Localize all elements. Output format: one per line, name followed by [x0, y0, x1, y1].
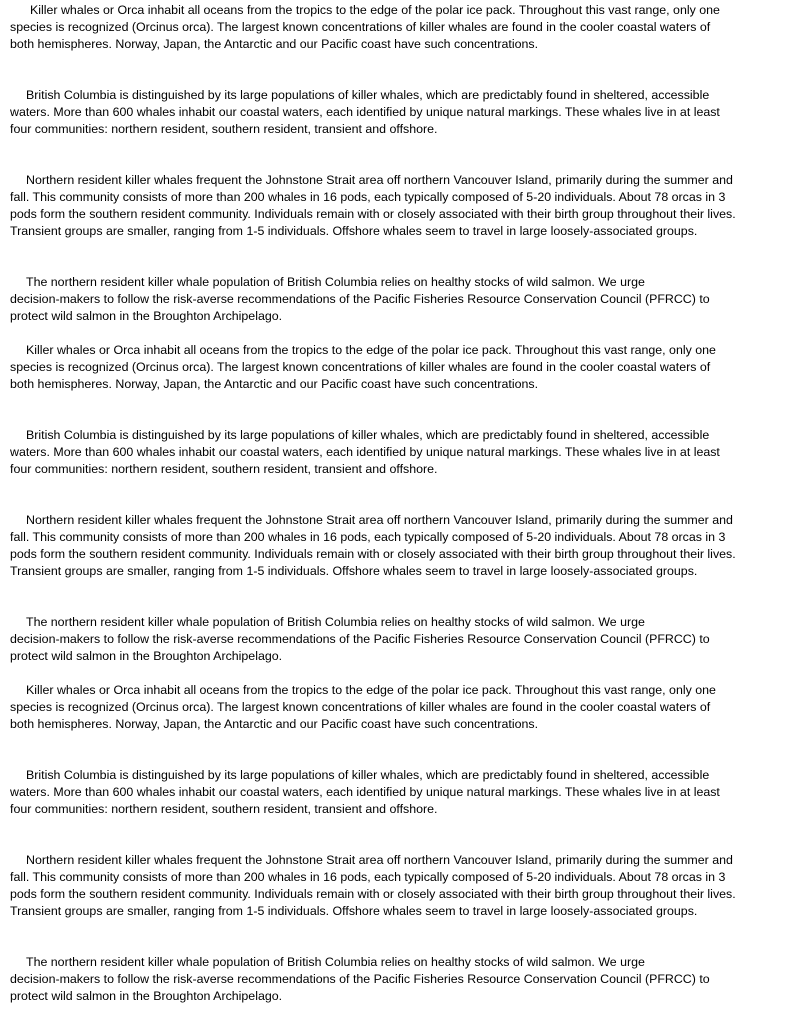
paragraph-wild-salmon: The northern resident killer whale population of British Columbia relies on healthy stocks of wild salmon. We urge decision-makers to follow the risk-averse recommendations of the Pacific Fisheries Resource Conservation Council (PFRCC) to protect wild salmon in the Broughton Archipelago. [10, 955, 710, 1003]
paragraph-wild-salmon: The northern resident killer whale population of British Columbia relies on healthy stocks of wild salmon. We urge decision-makers to follow the risk-averse recommendations of the Pacific Fisheries Resource Conservation Council (PFRCC) to protect wild salmon in the Broughton Archipelago. [10, 615, 710, 663]
paragraph-northern-resident: Northern resident killer whales frequent the Johnstone Strait area off northern Vancouver Island, primarily during the summer and fall. This community consists of more than 200 whales in 16 pods, each typically composed of 5-20 individuals. About 78 orcas in 3 pods form the southern resident community. Individuals remain with or closely associated with their birth group throughout their lives. Transient groups are smaller, ranging from 1-5 individuals. Offshore whales seem to travel in large loosely-associated groups. [10, 853, 736, 918]
paragraph-northern-resident: Northern resident killer whales frequent the Johnstone Strait area off northern Vancouver Island, primarily during the summer and fall. This community consists of more than 200 whales in 16 pods, each typically composed of 5-20 individuals. About 78 orcas in 3 pods form the southern resident community. Individuals remain with or closely associated with their birth group throughout their lives. Transient groups are smaller, ranging from 1-5 individuals. Offshore whales seem to travel in large loosely-associated groups. [10, 173, 736, 238]
paragraph-northern-resident: Northern resident killer whales frequent the Johnstone Strait area off northern Vancouver Island, primarily during the summer and fall. This community consists of more than 200 whales in 16 pods, each typically composed of 5-20 individuals. About 78 orcas in 3 pods form the southern resident community. Individuals remain with or closely associated with their birth group throughout their lives. Transient groups are smaller, ranging from 1-5 individuals. Offshore whales seem to travel in large loosely-associated groups. [10, 513, 736, 578]
paragraph-british-columbia: British Columbia is distinguished by its large populations of killer whales, which are predictably found in sheltered, accessible waters. More than 600 whales inhabit our coastal waters, each identified by unique natural markings. These whales live in at least four communities: northern resident, southern resident, transient and offshore. [10, 428, 720, 476]
paragraph-killer-whales-intro: Killer whales or Orca inhabit all oceans from the tropics to the edge of the polar ice pack. Throughout this vast range, only one species is recognized (Orcinus orca). The largest known concentrations of killer whales are found in the cooler coastal waters of both hemispheres. Norway, Japan, the Antarctic and our Pacific coast have such concentrations. [10, 683, 716, 731]
paragraph-british-columbia: British Columbia is distinguished by its large populations of killer whales, which are predictably found in sheltered, accessible waters. More than 600 whales inhabit our coastal waters, each identified by unique natural markings. These whales live in at least four communities: northern resident, southern resident, transient and offshore. [10, 768, 720, 816]
paragraph-killer-whales-intro: Killer whales or Orca inhabit all oceans from the tropics to the edge of the polar ice pack. Throughout this vast range, only one species is recognized (Orcinus orca). The largest known concentrations of killer whales are found in the cooler coastal waters of both hemispheres. Norway, Japan, the Antarctic and our Pacific coast have such concentrations. [10, 343, 716, 391]
paragraph-wild-salmon: The northern resident killer whale population of British Columbia relies on healthy stocks of wild salmon. We urge decision-makers to follow the risk-averse recommendations of the Pacific Fisheries Resource Conservation Council (PFRCC) to protect wild salmon in the Broughton Archipelago. [10, 275, 710, 323]
paragraph-killer-whales-intro: Killer whales or Orca inhabit all oceans from the tropics to the edge of the polar ice pack. Throughout this vast range, only one species is recognized (Orcinus orca). The largest known concentrations of killer whales are found in the cooler coastal waters of both hemispheres. Norway, Japan, the Antarctic and our Pacific coast have such concentrations. [10, 3, 720, 51]
paragraph-british-columbia: British Columbia is distinguished by its large populations of killer whales, which are predictably found in sheltered, accessible waters. More than 600 whales inhabit our coastal waters, each identified by unique natural markings. These whales live in at least four communities: northern resident, southern resident, transient and offshore. [10, 88, 720, 136]
